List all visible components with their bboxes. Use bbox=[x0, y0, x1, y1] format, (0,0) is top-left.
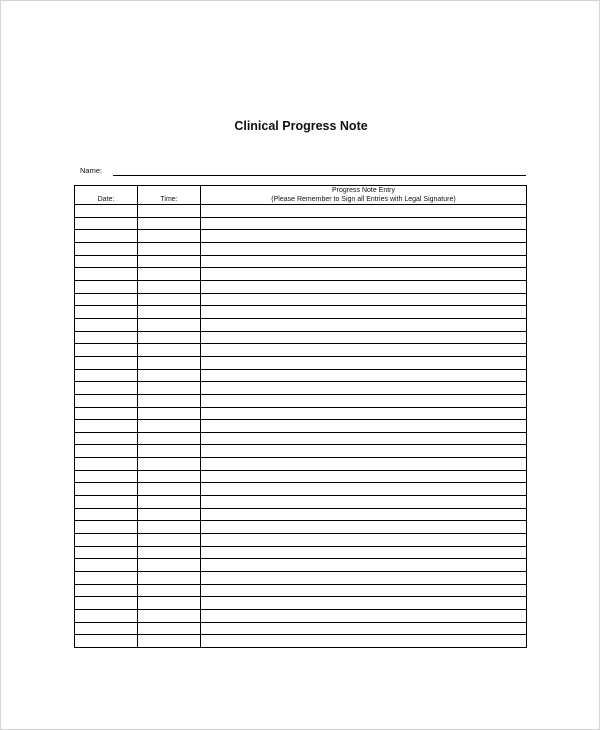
entry-cell[interactable] bbox=[201, 496, 527, 509]
table-row bbox=[75, 432, 527, 445]
entry-cell[interactable] bbox=[201, 242, 527, 255]
entry-cell[interactable] bbox=[201, 382, 527, 395]
entry-cell[interactable] bbox=[201, 546, 527, 559]
time-cell[interactable] bbox=[138, 382, 201, 395]
date-cell[interactable] bbox=[75, 622, 138, 635]
entry-header-title: Progress Note Entry bbox=[331, 187, 396, 194]
time-cell[interactable] bbox=[138, 622, 201, 635]
time-cell[interactable] bbox=[138, 268, 201, 281]
date-cell[interactable] bbox=[75, 584, 138, 597]
time-cell[interactable] bbox=[138, 546, 201, 559]
entry-cell[interactable] bbox=[201, 508, 527, 521]
entry-cell[interactable] bbox=[201, 610, 527, 623]
date-cell[interactable] bbox=[75, 369, 138, 382]
date-cell[interactable] bbox=[75, 610, 138, 623]
table-row bbox=[75, 521, 527, 534]
entry-cell[interactable] bbox=[201, 521, 527, 534]
table-row bbox=[75, 572, 527, 585]
date-cell[interactable] bbox=[75, 205, 138, 218]
table-row bbox=[75, 610, 527, 623]
time-cell[interactable] bbox=[138, 344, 201, 357]
table-row bbox=[75, 394, 527, 407]
entry-cell[interactable] bbox=[201, 470, 527, 483]
date-cell[interactable] bbox=[75, 242, 138, 255]
entry-cell[interactable] bbox=[201, 622, 527, 635]
entry-cell[interactable] bbox=[201, 483, 527, 496]
date-cell[interactable] bbox=[75, 483, 138, 496]
table-row bbox=[75, 306, 527, 319]
time-cell[interactable] bbox=[138, 572, 201, 585]
date-cell[interactable] bbox=[75, 534, 138, 547]
table-header-row bbox=[75, 186, 527, 205]
table-row bbox=[75, 584, 527, 597]
entry-cell[interactable] bbox=[201, 205, 527, 218]
date-cell[interactable] bbox=[75, 318, 138, 331]
time-cell[interactable] bbox=[138, 470, 201, 483]
time-cell[interactable] bbox=[138, 255, 201, 268]
date-cell[interactable] bbox=[75, 268, 138, 281]
date-cell[interactable] bbox=[75, 546, 138, 559]
time-cell[interactable] bbox=[138, 610, 201, 623]
time-cell[interactable] bbox=[138, 534, 201, 547]
date-cell[interactable] bbox=[75, 230, 138, 243]
entry-cell[interactable] bbox=[201, 280, 527, 293]
table-row bbox=[75, 534, 527, 547]
date-cell[interactable] bbox=[75, 521, 138, 534]
table-row bbox=[75, 331, 527, 344]
time-cell[interactable] bbox=[138, 217, 201, 230]
page-title: Clinical Progress Note bbox=[234, 119, 368, 133]
date-cell[interactable] bbox=[75, 559, 138, 572]
table-row bbox=[75, 205, 527, 218]
entry-cell[interactable] bbox=[201, 584, 527, 597]
entry-cell[interactable] bbox=[201, 458, 527, 471]
date-cell[interactable] bbox=[75, 344, 138, 357]
entry-header bbox=[201, 186, 527, 205]
table-row bbox=[75, 483, 527, 496]
table-row bbox=[75, 293, 527, 306]
table-row bbox=[75, 635, 527, 648]
date-cell[interactable] bbox=[75, 217, 138, 230]
date-cell[interactable] bbox=[75, 635, 138, 648]
time-cell[interactable] bbox=[138, 306, 201, 319]
table-row bbox=[75, 496, 527, 509]
time-cell[interactable] bbox=[138, 293, 201, 306]
entry-cell[interactable] bbox=[201, 420, 527, 433]
time-cell[interactable] bbox=[138, 331, 201, 344]
table-row bbox=[75, 508, 527, 521]
date-cell[interactable] bbox=[75, 432, 138, 445]
entry-cell[interactable] bbox=[201, 293, 527, 306]
table-row bbox=[75, 420, 527, 433]
table-row bbox=[75, 369, 527, 382]
entry-cell[interactable] bbox=[201, 331, 527, 344]
time-cell[interactable] bbox=[138, 369, 201, 382]
table-row bbox=[75, 458, 527, 471]
time-cell[interactable] bbox=[138, 508, 201, 521]
entry-cell[interactable] bbox=[201, 432, 527, 445]
entry-cell[interactable] bbox=[201, 572, 527, 585]
time-cell[interactable] bbox=[138, 521, 201, 534]
table-row bbox=[75, 268, 527, 281]
table-body bbox=[75, 205, 527, 648]
entry-cell[interactable] bbox=[201, 268, 527, 281]
time-cell[interactable] bbox=[138, 559, 201, 572]
entry-cell[interactable] bbox=[201, 356, 527, 369]
table-row bbox=[75, 546, 527, 559]
time-cell[interactable] bbox=[138, 318, 201, 331]
date-cell[interactable] bbox=[75, 508, 138, 521]
date-cell[interactable] bbox=[75, 445, 138, 458]
entry-cell[interactable] bbox=[201, 635, 527, 648]
table-row bbox=[75, 318, 527, 331]
name-label: Name: bbox=[80, 166, 103, 175]
date-cell[interactable] bbox=[75, 293, 138, 306]
name-field[interactable] bbox=[113, 175, 526, 176]
table-row bbox=[75, 255, 527, 268]
entry-cell[interactable] bbox=[201, 217, 527, 230]
table-row bbox=[75, 559, 527, 572]
time-cell[interactable] bbox=[138, 394, 201, 407]
entry-cell[interactable] bbox=[201, 369, 527, 382]
date-cell[interactable] bbox=[75, 407, 138, 420]
table-row bbox=[75, 230, 527, 243]
entry-cell[interactable] bbox=[201, 394, 527, 407]
time-cell[interactable] bbox=[138, 420, 201, 433]
time-cell[interactable] bbox=[138, 584, 201, 597]
table-row bbox=[75, 217, 527, 230]
time-cell[interactable] bbox=[138, 483, 201, 496]
table-row bbox=[75, 344, 527, 357]
entry-cell[interactable] bbox=[201, 534, 527, 547]
entry-cell[interactable] bbox=[201, 559, 527, 572]
progress-note-table bbox=[74, 185, 527, 648]
entry-cell[interactable] bbox=[201, 318, 527, 331]
date-cell[interactable] bbox=[75, 496, 138, 509]
time-cell[interactable] bbox=[138, 205, 201, 218]
entry-cell[interactable] bbox=[201, 230, 527, 243]
entry-cell[interactable] bbox=[201, 344, 527, 357]
time-header: Time: bbox=[138, 186, 201, 205]
table-row bbox=[75, 470, 527, 483]
time-cell[interactable] bbox=[138, 230, 201, 243]
table-row bbox=[75, 242, 527, 255]
date-cell[interactable] bbox=[75, 420, 138, 433]
date-cell[interactable] bbox=[75, 597, 138, 610]
time-cell[interactable] bbox=[138, 356, 201, 369]
date-cell[interactable] bbox=[75, 255, 138, 268]
entry-cell[interactable] bbox=[201, 407, 527, 420]
date-cell[interactable] bbox=[75, 280, 138, 293]
date-cell[interactable] bbox=[75, 382, 138, 395]
time-cell[interactable] bbox=[138, 458, 201, 471]
entry-header-note: (Please Remember to Sign all Entries with Legal Signature) bbox=[271, 196, 456, 203]
time-cell[interactable] bbox=[138, 445, 201, 458]
date-cell[interactable] bbox=[75, 356, 138, 369]
date-cell[interactable] bbox=[75, 572, 138, 585]
time-cell[interactable] bbox=[138, 407, 201, 420]
table-row bbox=[75, 407, 527, 420]
time-cell[interactable] bbox=[138, 242, 201, 255]
table-row bbox=[75, 445, 527, 458]
time-cell[interactable] bbox=[138, 597, 201, 610]
entry-cell[interactable] bbox=[201, 597, 527, 610]
table-row bbox=[75, 597, 527, 610]
time-cell[interactable] bbox=[138, 635, 201, 648]
date-cell[interactable] bbox=[75, 331, 138, 344]
table-row bbox=[75, 622, 527, 635]
entry-cell[interactable] bbox=[201, 445, 527, 458]
entry-cell[interactable] bbox=[201, 255, 527, 268]
entry-cell[interactable] bbox=[201, 306, 527, 319]
table-row bbox=[75, 382, 527, 395]
time-cell[interactable] bbox=[138, 496, 201, 509]
table-row bbox=[75, 356, 527, 369]
time-cell[interactable] bbox=[138, 432, 201, 445]
table-row bbox=[75, 280, 527, 293]
date-header: Date: bbox=[75, 186, 138, 205]
date-cell[interactable] bbox=[75, 470, 138, 483]
date-cell[interactable] bbox=[75, 458, 138, 471]
date-cell[interactable] bbox=[75, 306, 138, 319]
date-cell[interactable] bbox=[75, 394, 138, 407]
time-cell[interactable] bbox=[138, 280, 201, 293]
